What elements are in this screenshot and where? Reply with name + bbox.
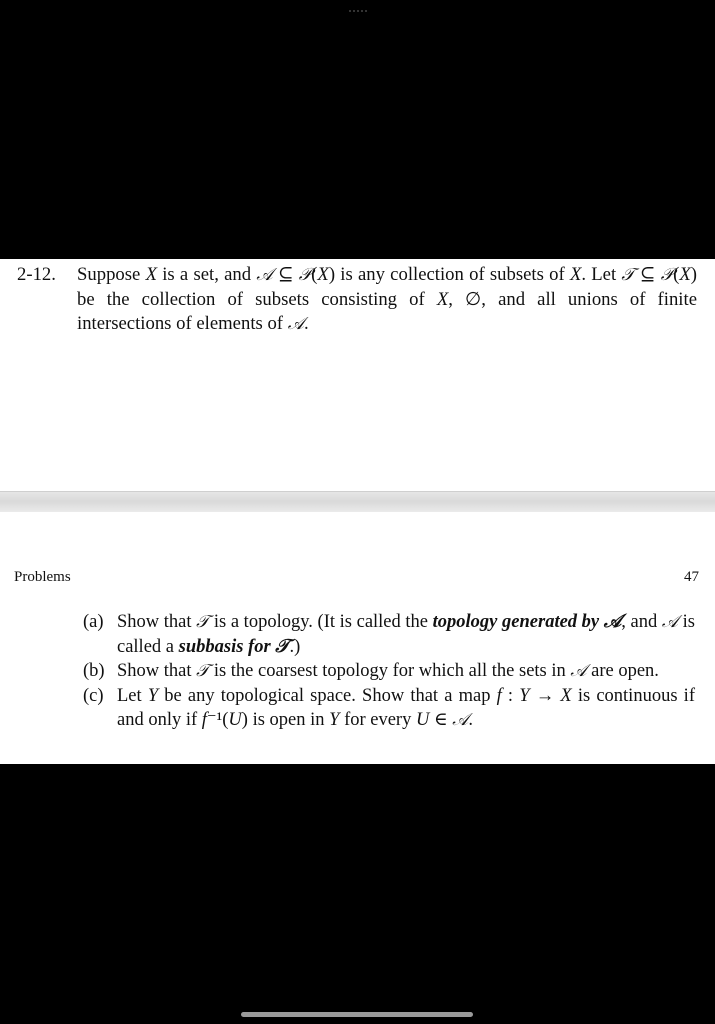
page-top-excerpt [0,259,715,491]
exercise-2-12 [17,263,697,337]
home-indicator-bar[interactable] [241,1012,473,1017]
part-label: (c) [83,685,104,706]
page-bottom-excerpt [0,512,715,764]
page-separator [0,491,715,513]
emphasis-term: subbasis for 𝒯 [178,636,290,657]
top-dots-indicator [349,10,367,16]
exercise-number: 2-12. [17,264,56,285]
exercise-parts [83,610,695,733]
running-head: Problems [14,569,71,585]
page-number: 47 [684,569,699,585]
part-label: (b) [83,661,105,682]
part-label: (a) [83,612,104,632]
part-b: (b) Show that 𝒯 is the coarsest topology for which all the sets in 𝒜 are open. [83,659,695,684]
part-a: (a) Show that 𝒯 is a topology. (It is called the topology generated by 𝒜, and 𝒜 is called a subbasis for 𝒯.) [83,612,696,657]
emphasis-term: topology generated by 𝒜 [432,612,622,632]
part-c: (c) Let Y be any topological space. Show that a map f : Y → X is continuous if and only if f⁻¹(U) is open in Y for every U ∈ 𝒜. [83,685,695,731]
exercise-statement: Suppose X is a set, and 𝒜 ⊆ 𝒫(X) is any collection of subsets of X. Let 𝒯 ⊆ 𝒫(X) be the collection of subsets consisting of X, ∅, and all unions of finite intersections of elements of 𝒜. [77,264,698,335]
